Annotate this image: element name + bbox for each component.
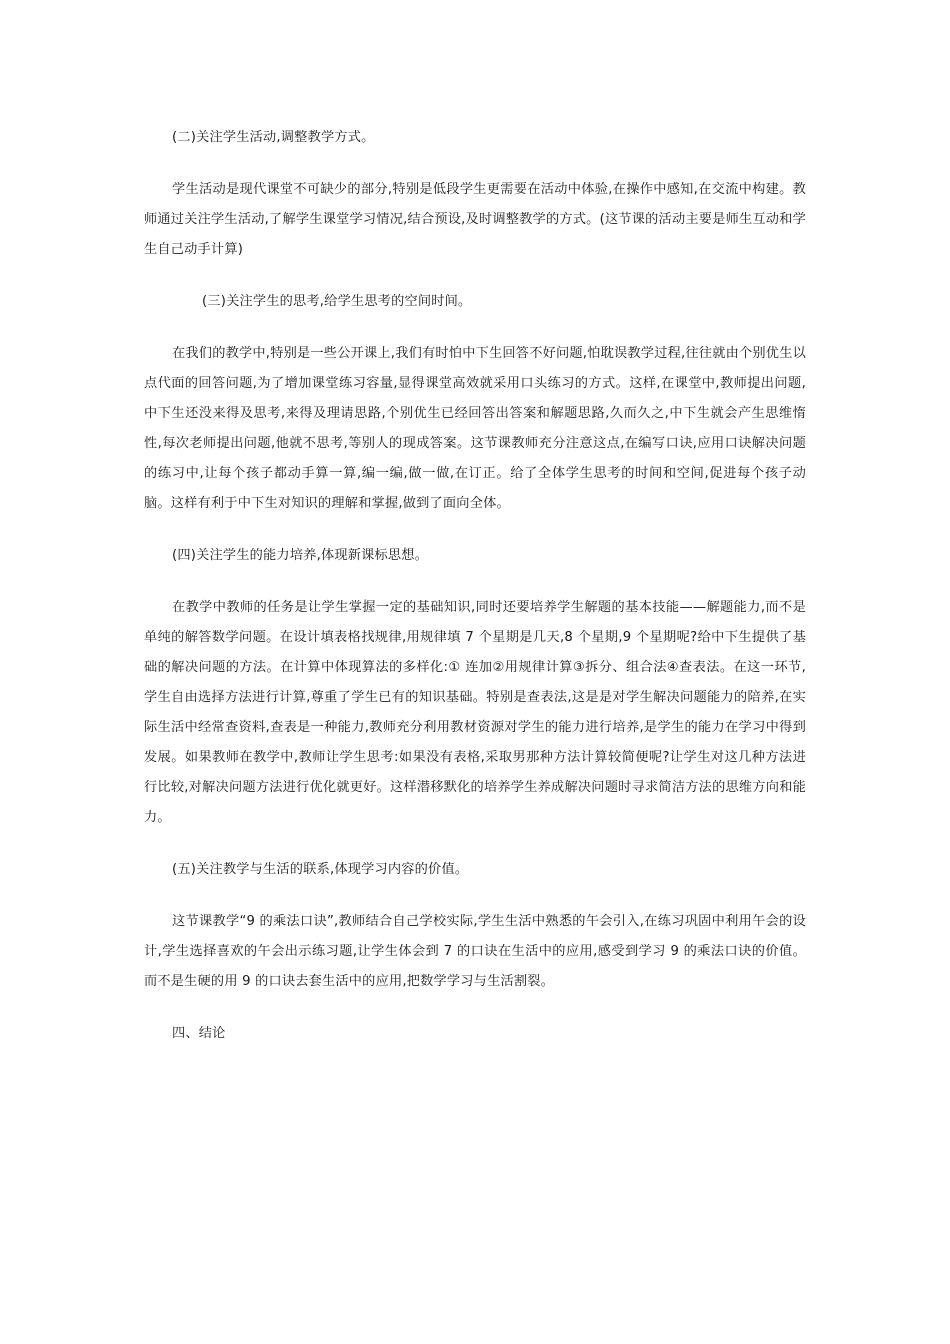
- section-3-paragraph: 在我们的教学中,特别是一些公开课上,我们有时怕中下生回答不好问题,怕耽误教学过程,往往就由个别优生以点代面的回答问题,为了增加课堂练习容量,显得课堂高效就采用口头练习的方式。这样,在课堂中,教师提出问题,中下生还没来得及思考,来得及理请思路,个别优生已经回答出答案和解题思路,久而久之,中下生就会产生思维惰性,每次老师提出问题,他就不思考,等别人的现成答案。这节课教师充分注意这点,在编写口诀,应用口诀解决问题的练习中,让每个孩子都动手算一算,编一编,做一做,在订正。给了全体学生思考的时间和空间,促进每个孩子动脑。这样有利于中下生对知识的理解和掌握,做到了面向全体。: [144, 346, 806, 511]
- section-5-paragraph: 这节课教学“9 的乘法口诀”,教师结合自己学校实际,学生生活中熟悉的午会引入,在练习巩固中利用午会的设计,学生选择喜欢的午会出示练习题,让学生体会到 7 的口诀在生活中的应用,感受到学习 9 的乘法口诀的价值。而不是生硬的用 9 的口诀去套生活中的应用,把数学学习与生活割裂。: [144, 914, 806, 989]
- conclusion-heading: 四、结论: [172, 1026, 226, 1041]
- section-2-paragraph: 学生活动是现代课堂不可缺少的部分,特别是低段学生更需要在活动中体验,在操作中感知,在交流中构建。教师通过关注学生活动,了解学生课堂学习情况,结合预设,及时调整教学的方式。(这节课的活动主要是师生互动和学生自己动手计算): [144, 182, 806, 257]
- document-page: [144, 123, 806, 1071]
- section-4-heading: (四)关注学生的能力培养,体现新课标思想。: [172, 548, 429, 563]
- section-5-heading: (五)关注教学与生活的联系,体现学习内容的价值。: [172, 862, 469, 877]
- section-4-paragraph: 在教学中教师的任务是让学生掌握一定的基础知识,同时还要培养学生解题的基本技能——解题能力,而不是单纯的解答数学问题。在设计填表格找规律,用规律填 7 个星期是几天,8 个星期,9 个星期呢?给中下生提供了基础的解决问题的方法。在计算中体现算法的多样化:① 连加②用规律计算③拆分、组合法④查表法。在这一环节,学生自由选择方法进行计算,尊重了学生已有的知识基础。特别是查表法,这是是对学生解决问题能力的陪养,在实际生活中经常查资料,查表是一种能力,教师充分利用教材资源对学生的能力进行培养,是学生的能力在学习中得到发展。如果教师在教学中,教师让学生思考:如果没有表格,采取男那种方法计算较简便呢?让学生对这几种方法进行比较,对解决问题方法进行优化就更好。这样潜移默化的培养学生养成解决问题时寻求简洁方法的思维方向和能力。: [144, 600, 806, 825]
- section-2-heading: (二)关注学生活动,调整教学方式。: [172, 130, 375, 145]
- section-3-heading: (三)关注学生的思考,给学生思考的空间时间。: [202, 294, 472, 309]
